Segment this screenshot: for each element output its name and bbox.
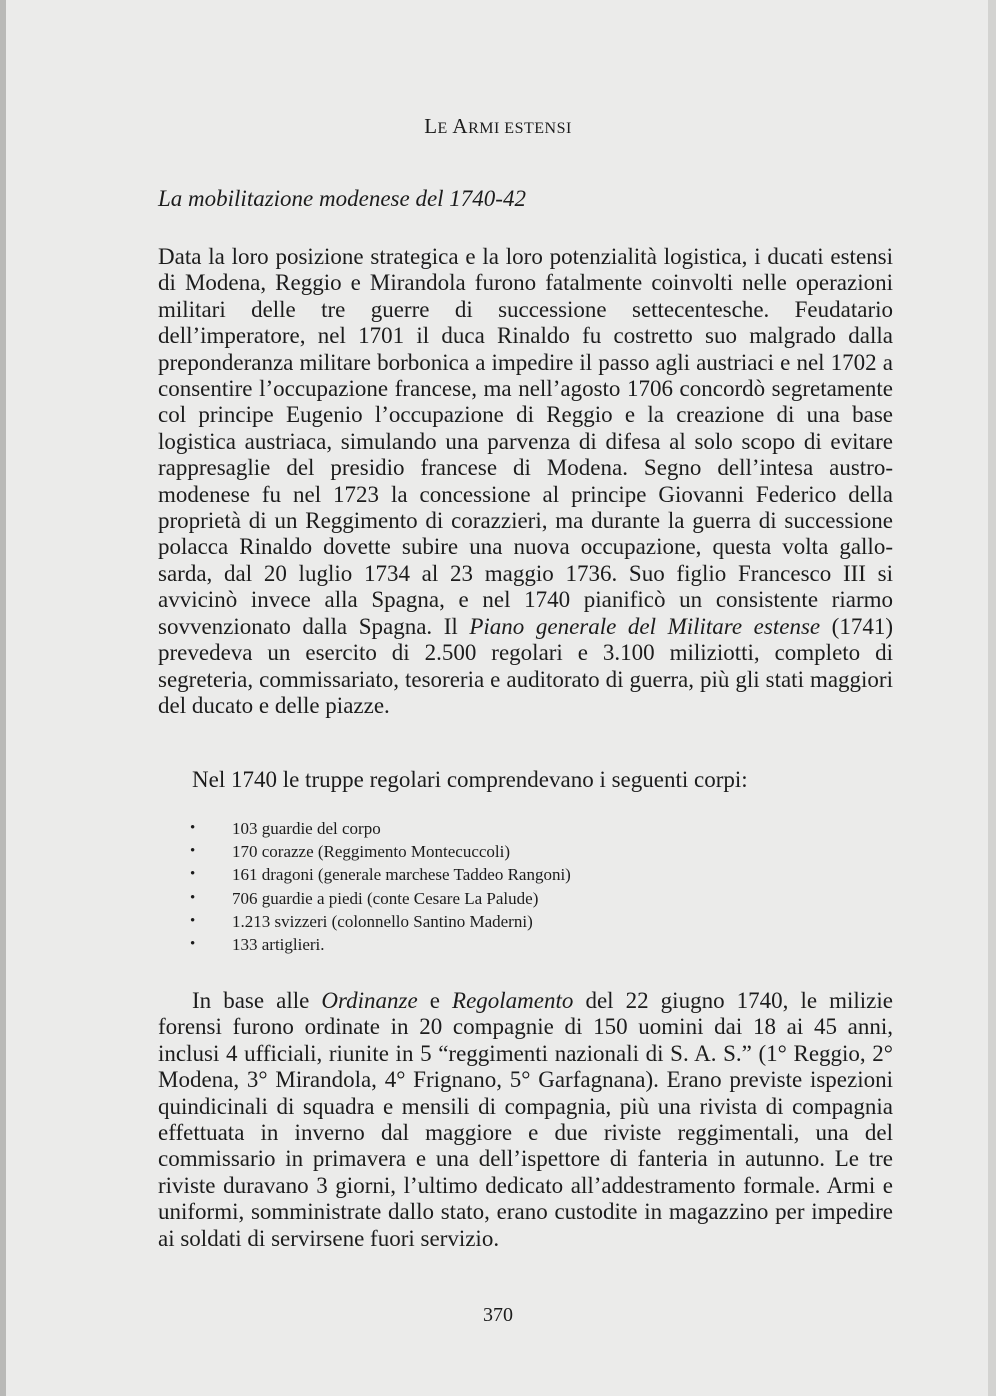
running-head-initial-2: A (452, 114, 469, 138)
paragraph-3-text-1: In base alle (192, 988, 322, 1013)
running-head-initial-1: L (424, 114, 438, 138)
paragraph-3-italic-2: Regolamento (452, 988, 574, 1013)
running-head (0, 114, 996, 139)
list-item: • 103 guardie del corpo (190, 817, 571, 840)
paragraph-1-text-2: (1741) prevedeva un esercito di 2.500 regolari e 3.100 miliziotti, completo di segreteria, commissariato, tesoreria e auditorato di guerra, più gli stati maggiori del ducato e delle piazze. (158, 613, 894, 718)
troops-list (190, 817, 571, 956)
paragraph-1 (158, 244, 893, 719)
running-head-rest-1: E (437, 120, 448, 137)
paragraph-2: Nel 1740 le truppe regolari comprendevano i seguenti corpi: (192, 767, 748, 792)
page-left-edge (0, 0, 6, 1396)
list-item: • 1.213 svizzeri (colonnello Santino Maderni) (190, 910, 571, 933)
paragraph-3 (158, 988, 893, 1252)
paragraph-1-italic-1: Piano generale del Militare estense (469, 613, 821, 639)
paragraph-1-text-1: Data la loro posizione strategica e la loro potenzialità logistica, i ducati estensi di Modena, Reggio e Mirandola furono fatalmente coinvolti nelle operazioni militari delle tre guerre di successione settecentesche. Feudatario dell’imperatore, nel 1701 il duca Rinaldo fu costretto suo malgrado dalla preponderanza militare borbonica a impedire il passo agli austriaci e nel 1702 a consentire l’occupazione francese, ma nell’agosto 1706 concordò segretamente col principe Eugenio l’occupazione di Reggio e la creazione di una base logistica austriaca, simulando una parvenza di difesa al solo scopo di evitare rappresaglie del presidio francese di Modena. Segno dell’intesa austro-modenese fu nel 1723 la concessione al principe Giovanni Federico della proprietà di un Reggimento di corazzieri, ma durante la guerra di successione polacca Rinaldo dovette subire una nuova occupazione, questa volta gallo-sarda, dal 20 luglio 1734 al 23 maggio 1736. Suo figlio Francesco III si avvicinò invece alla Spagna, e nel 1740 pianificò un consistente riarmo sovvenzionato dalla Spagna. Il (158, 244, 893, 639)
list-item: • 133 artiglieri. (190, 933, 571, 956)
section-title: La mobilitazione modenese del 1740-42 (158, 186, 526, 211)
list-item: • 161 dragoni (generale marchese Taddeo Rangoni) (190, 863, 571, 886)
list-item: • 170 corazze (Reggimento Montecuccoli) (190, 840, 571, 863)
page-right-edge (988, 0, 996, 1396)
paragraph-3-text-3: del 22 giugno 1740, le milizie forensi furono ordinate in 20 compagnie di 150 uomini dai 18 ai 45 anni, inclusi 4 ufficiali, riunite in 5 “reggimenti nazionali di S. A. S.” (1° Reggio, 2° Modena, 3° Mirandola, 4° Frignano, 5° Garfagnana). Erano previste ispezioni quindicinali di squadra e mensili di compagnia, più una rivista di compagnia effettuata in inverno dal maggiore e due riviste reggimentali, una del commissario in primavera e una dell’ispettore di fanteria in autunno. Le tre riviste duravano 3 giorni, l’ultimo dedicato all’addestramento formale. Armi e uniformi, somministrate dallo stato, erano custodite in magazzino per impedire ai soldati di servirsene fuori servizio. (158, 988, 893, 1251)
paragraph-3-italic-1: Ordinanze (321, 988, 418, 1013)
running-head-rest-2: RMI ESTENSI (468, 120, 572, 137)
paragraph-3-text-2: e (417, 988, 453, 1013)
list-item: • 706 guardie a piedi (conte Cesare La Palude) (190, 887, 571, 910)
page-number: 370 (483, 1304, 513, 1326)
